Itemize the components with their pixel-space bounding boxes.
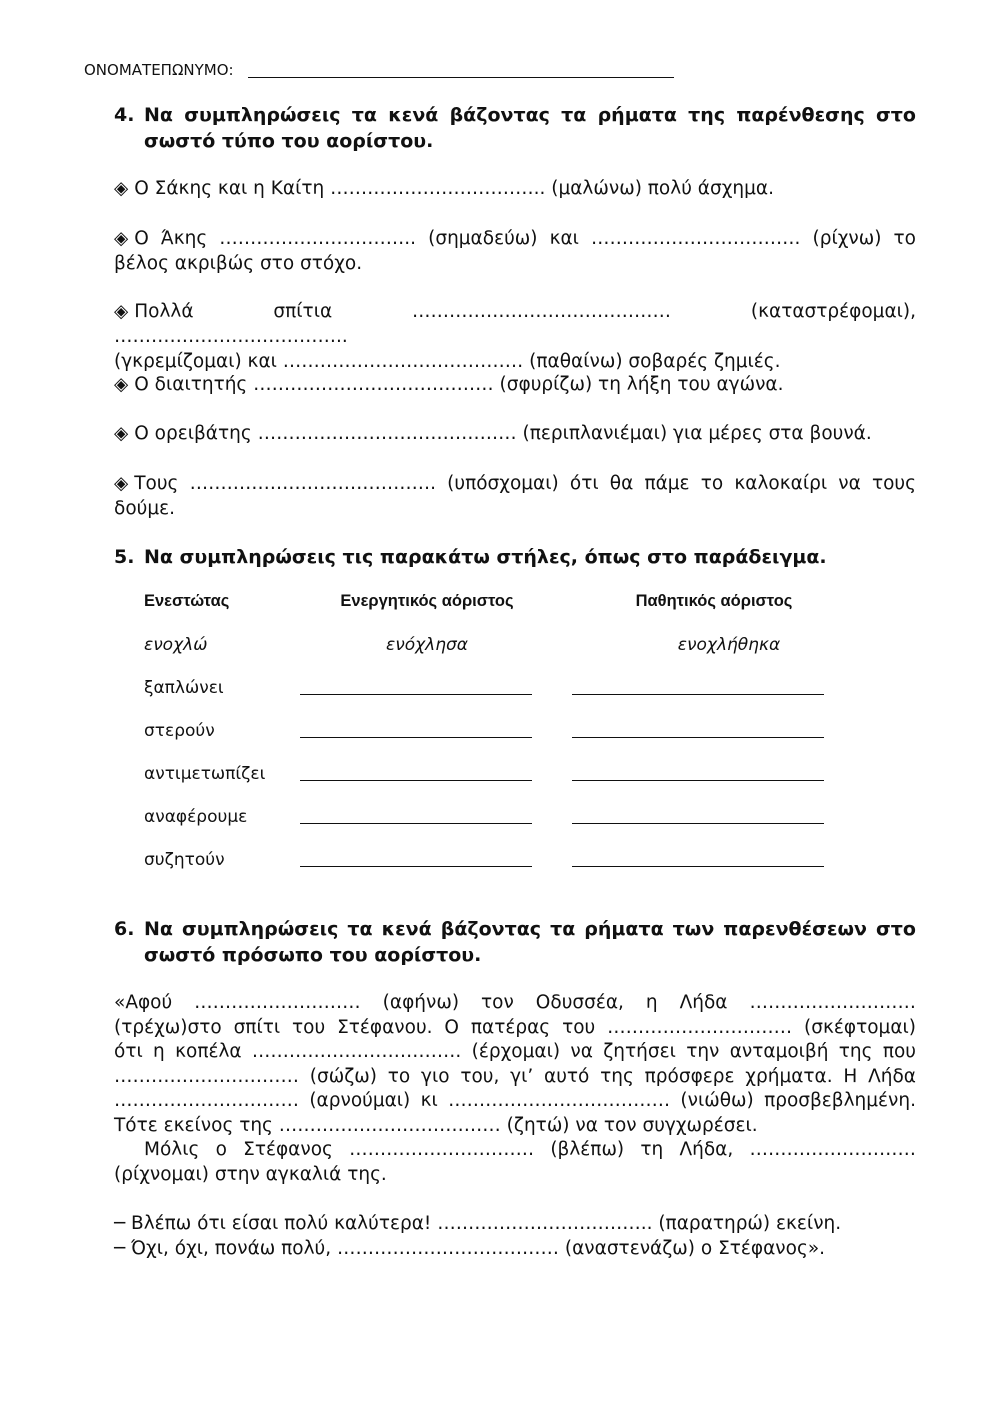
section-5-heading bbox=[114, 544, 916, 570]
answer-line-passive-5[interactable] bbox=[572, 866, 824, 867]
story-line: ………………………… (σώζω) το γιο του, γι’ αυτό της πρόσφερε χρήματα. Η Λήδα bbox=[114, 1065, 916, 1087]
exercise-item-text: Πολλά σπίτια …………………………………… (καταστρέφομαι), ……………………………….. bbox=[114, 301, 916, 347]
story-line: (τρέχω)στο σπίτι του Στέφανου. Ο πατέρας του ………………………… (σκέφτομαι) bbox=[114, 1016, 916, 1038]
row-verb-5: συζητούν bbox=[144, 850, 225, 870]
column-header-passive-aorist: Παθητικός αόριστος bbox=[635, 592, 793, 610]
exercise-item-text: Ο Άκης ………………………….. (σημαδεύω) και ……………………………. (ρίχνω) το bbox=[134, 228, 916, 249]
story-line: ………………………… (αρνούμαι) κι ……………………………… (νιώθω) προσβεβλημένη. bbox=[114, 1090, 916, 1111]
story-line: Μόλις ο Στέφανος ………………………… (βλέπω) τη Λήδα, ……………………… bbox=[144, 1139, 916, 1160]
diamond-bullet-icon: ◈ bbox=[114, 423, 129, 444]
dialogue-block bbox=[114, 1212, 916, 1261]
answer-line-active-1[interactable] bbox=[300, 694, 532, 695]
section-6-title: Να συμπληρώσεις τα κενά βάζοντας τα ρήματα των παρενθέσεων στο σωστό πρόσωπο του αορίστου. bbox=[144, 918, 916, 966]
answer-line-passive-2[interactable] bbox=[572, 737, 824, 738]
answer-line-active-3[interactable] bbox=[300, 780, 532, 781]
diamond-bullet-icon: ◈ bbox=[114, 301, 129, 322]
example-present: ενοχλώ bbox=[144, 635, 208, 655]
row-verb-4: αναφέρουμε bbox=[144, 807, 248, 827]
exercise-item-text: βέλος ακριβώς στο στόχο. bbox=[114, 253, 363, 274]
exercise-item-4 bbox=[114, 372, 916, 397]
diamond-bullet-icon: ◈ bbox=[114, 473, 129, 494]
diamond-bullet-icon: ◈ bbox=[114, 374, 129, 395]
exercise-item-text: δούμε. bbox=[114, 498, 175, 519]
exercise-item-text: Ο Σάκης και η Καίτη …………………………….. (μαλώνω) πολύ άσχημα. bbox=[134, 178, 774, 199]
story-line: Τότε εκείνος της ……………………………… (ζητώ) να τον συγχωρέσει. bbox=[114, 1114, 758, 1136]
story-line: ότι η κοπέλα ……………………………. (έρχομαι) να ζητήσει την ανταμοιβή της που bbox=[114, 1041, 916, 1062]
exercise-item-6 bbox=[114, 471, 916, 521]
diamond-bullet-icon: ◈ bbox=[114, 178, 129, 199]
exercise-item-2 bbox=[114, 226, 916, 276]
answer-line-passive-3[interactable] bbox=[572, 780, 824, 781]
example-passive-aorist: ενοχλήθηκα bbox=[677, 635, 781, 655]
section-6-heading bbox=[114, 916, 916, 968]
exercise-item-text: Τους …………………………………. (υπόσχομαι) ότι θα πάμε το καλοκαίρι να τους bbox=[134, 473, 916, 494]
exercise-item-text: Ο διαιτητής ………………………………… (σφυρίζω) τη λήξη του αγώνα. bbox=[134, 374, 784, 395]
answer-line-active-4[interactable] bbox=[300, 823, 532, 824]
story-line: (ρίχνομαι) στην αγκαλιά της. bbox=[114, 1163, 387, 1185]
column-header-present: Ενεστώτας bbox=[144, 592, 230, 610]
dialogue-line: ─ Όχι, όχι, πονάω πολύ, ……………………………… (αναστενάζω) ο Στέφανος». bbox=[114, 1237, 826, 1259]
section-5-title: Να συμπληρώσεις τις παρακάτω στήλες, όπως στο παράδειγμα. bbox=[144, 546, 827, 568]
section-4-number: 4. bbox=[114, 104, 135, 126]
answer-line-active-2[interactable] bbox=[300, 737, 532, 738]
exercise-item-text: Ο ορειβάτης …………………………………… (περιπλανιέμαι) για μέρες στα βουνά. bbox=[134, 423, 872, 444]
section-6-number: 6. bbox=[114, 918, 135, 940]
name-label: ΟΝΟΜΑΤΕΠΩΝΥΜΟ: bbox=[84, 61, 234, 79]
section-4-heading bbox=[114, 102, 916, 154]
diamond-bullet-icon: ◈ bbox=[114, 228, 129, 249]
exercise-item-5 bbox=[114, 421, 916, 446]
exercise-item-1 bbox=[114, 176, 916, 201]
name-field-line[interactable] bbox=[248, 77, 674, 78]
answer-line-passive-4[interactable] bbox=[572, 823, 824, 824]
answer-line-active-5[interactable] bbox=[300, 866, 532, 867]
section-4-title: Να συμπληρώσεις τα κενά βάζοντας τα ρήματα της παρένθεσης στο σωστό τύπο του αορίστου. bbox=[144, 104, 916, 152]
dialogue-line: ─ Βλέπω ότι είσαι πολύ καλύτερα! …………………………….. (παρατηρώ) εκείνη. bbox=[114, 1213, 842, 1234]
story-line: «Αφού ……………………… (αφήνω) τον Οδυσσέα, η Λήδα ……………………… bbox=[114, 992, 916, 1013]
section-5-number: 5. bbox=[114, 546, 135, 568]
example-active-aorist: ενόχλησα bbox=[386, 635, 468, 655]
row-verb-2: στερούν bbox=[144, 721, 215, 741]
exercise-item-text: (γκρεμίζομαι) και ………………………………… (παθαίνω) σοβαρές ζημιές. bbox=[114, 351, 781, 372]
row-verb-1: ξαπλώνει bbox=[144, 678, 224, 698]
row-verb-3: αντιμετωπίζει bbox=[144, 764, 266, 784]
column-header-active-aorist: Ενεργητικός αόριστος bbox=[340, 592, 514, 610]
story-paragraph bbox=[114, 991, 916, 1187]
exercise-item-3 bbox=[114, 299, 916, 374]
answer-line-passive-1[interactable] bbox=[572, 694, 824, 695]
